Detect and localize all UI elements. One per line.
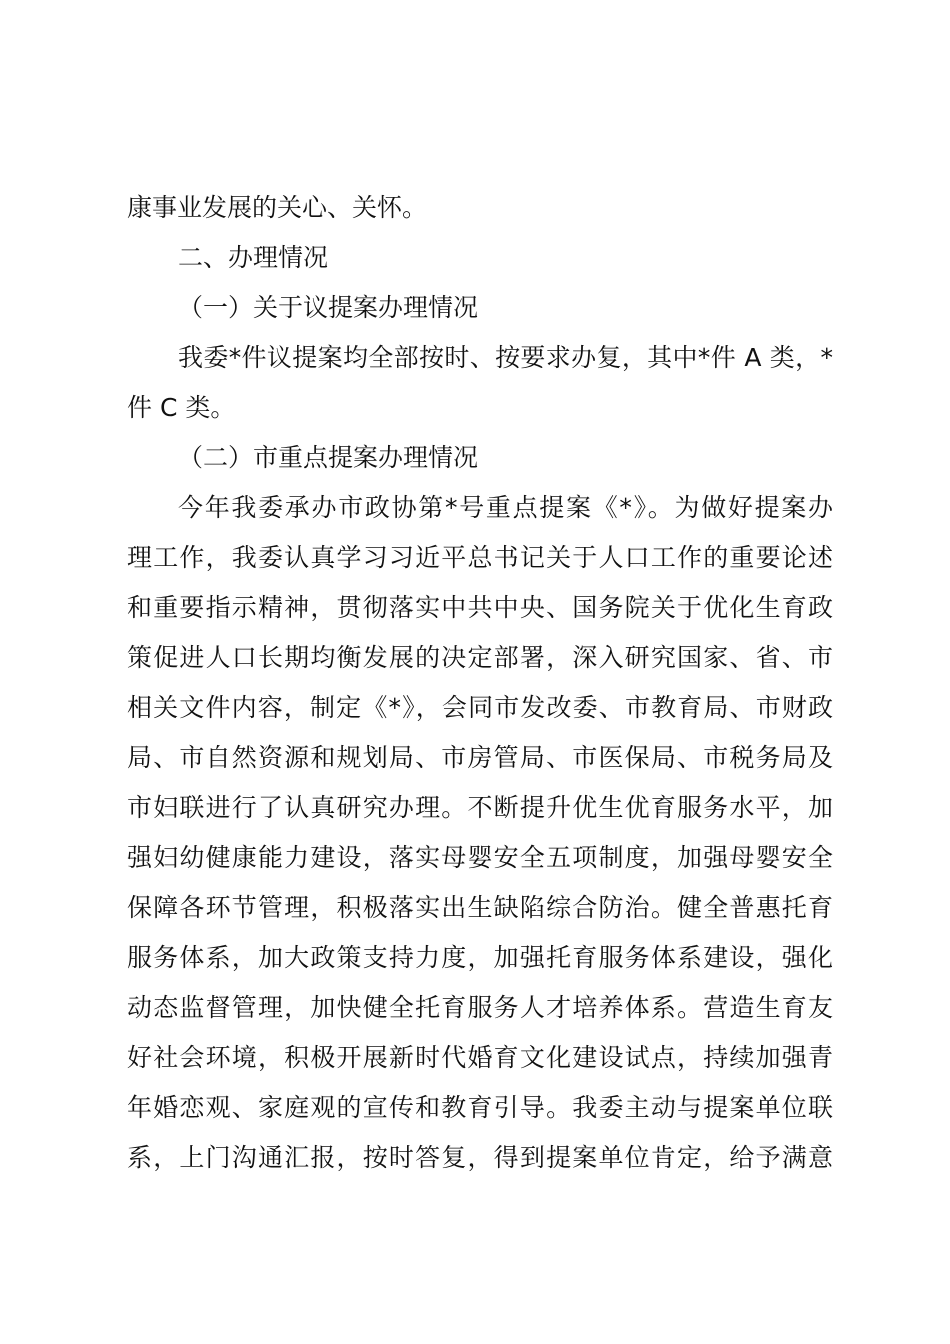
paragraph-line: 服务体系，加大政策支持力度，加强托育服务体系建设，强化 (127, 943, 833, 972)
paragraph-line: 保障各环节管理，积极落实出生缺陷综合防治。健全普惠托育 (127, 893, 833, 922)
subsection-heading-proposals: （一）关于议提案办理情况 (178, 293, 479, 322)
paragraph-line: 件 C 类。 (127, 393, 236, 422)
paragraph-line: 今年我委承办市政协第*号重点提案《*》。为做好提案办 (178, 493, 833, 522)
section-heading-handling-status: 二、办理情况 (178, 243, 329, 272)
paragraph-line: 年婚恋观、家庭观的宣传和教育引导。我委主动与提案单位联 (127, 1093, 833, 1122)
paragraph-line: 相关文件内容，制定《*》，会同市发改委、市教育局、市财政 (127, 693, 833, 722)
paragraph-line: 我委*件议提案均全部按时、按要求办复，其中*件 A 类，* (178, 343, 833, 372)
paragraph-line: 动态监督管理，加快健全托育服务人才培养体系。营造生育友 (127, 993, 833, 1022)
paragraph-line: 局、市自然资源和规划局、市房管局、市医保局、市税务局及 (127, 743, 833, 772)
paragraph-line: 和重要指示精神，贯彻落实中共中央、国务院关于优化生育政 (127, 593, 833, 622)
paragraph-line: 市妇联进行了认真研究办理。不断提升优生优育服务水平，加 (127, 793, 833, 822)
paragraph-line: 策促进人口长期均衡发展的决定部署，深入研究国家、省、市 (127, 643, 833, 672)
paragraph-line: 好社会环境，积极开展新时代婚育文化建设试点，持续加强青 (127, 1043, 833, 1072)
document-body (127, 183, 833, 1183)
paragraph-line: 理工作，我委认真学习习近平总书记关于人口工作的重要论述 (127, 543, 833, 572)
paragraph-line: 系，上门沟通汇报，按时答复，得到提案单位肯定，给予满意 (127, 1143, 833, 1172)
paragraph-line: 强妇幼健康能力建设，落实母婴安全五项制度，加强母婴安全 (127, 843, 833, 872)
paragraph-continuation-line: 康事业发展的关心、关怀。 (127, 193, 428, 222)
subsection-heading-key-proposals: （二）市重点提案办理情况 (178, 443, 479, 472)
